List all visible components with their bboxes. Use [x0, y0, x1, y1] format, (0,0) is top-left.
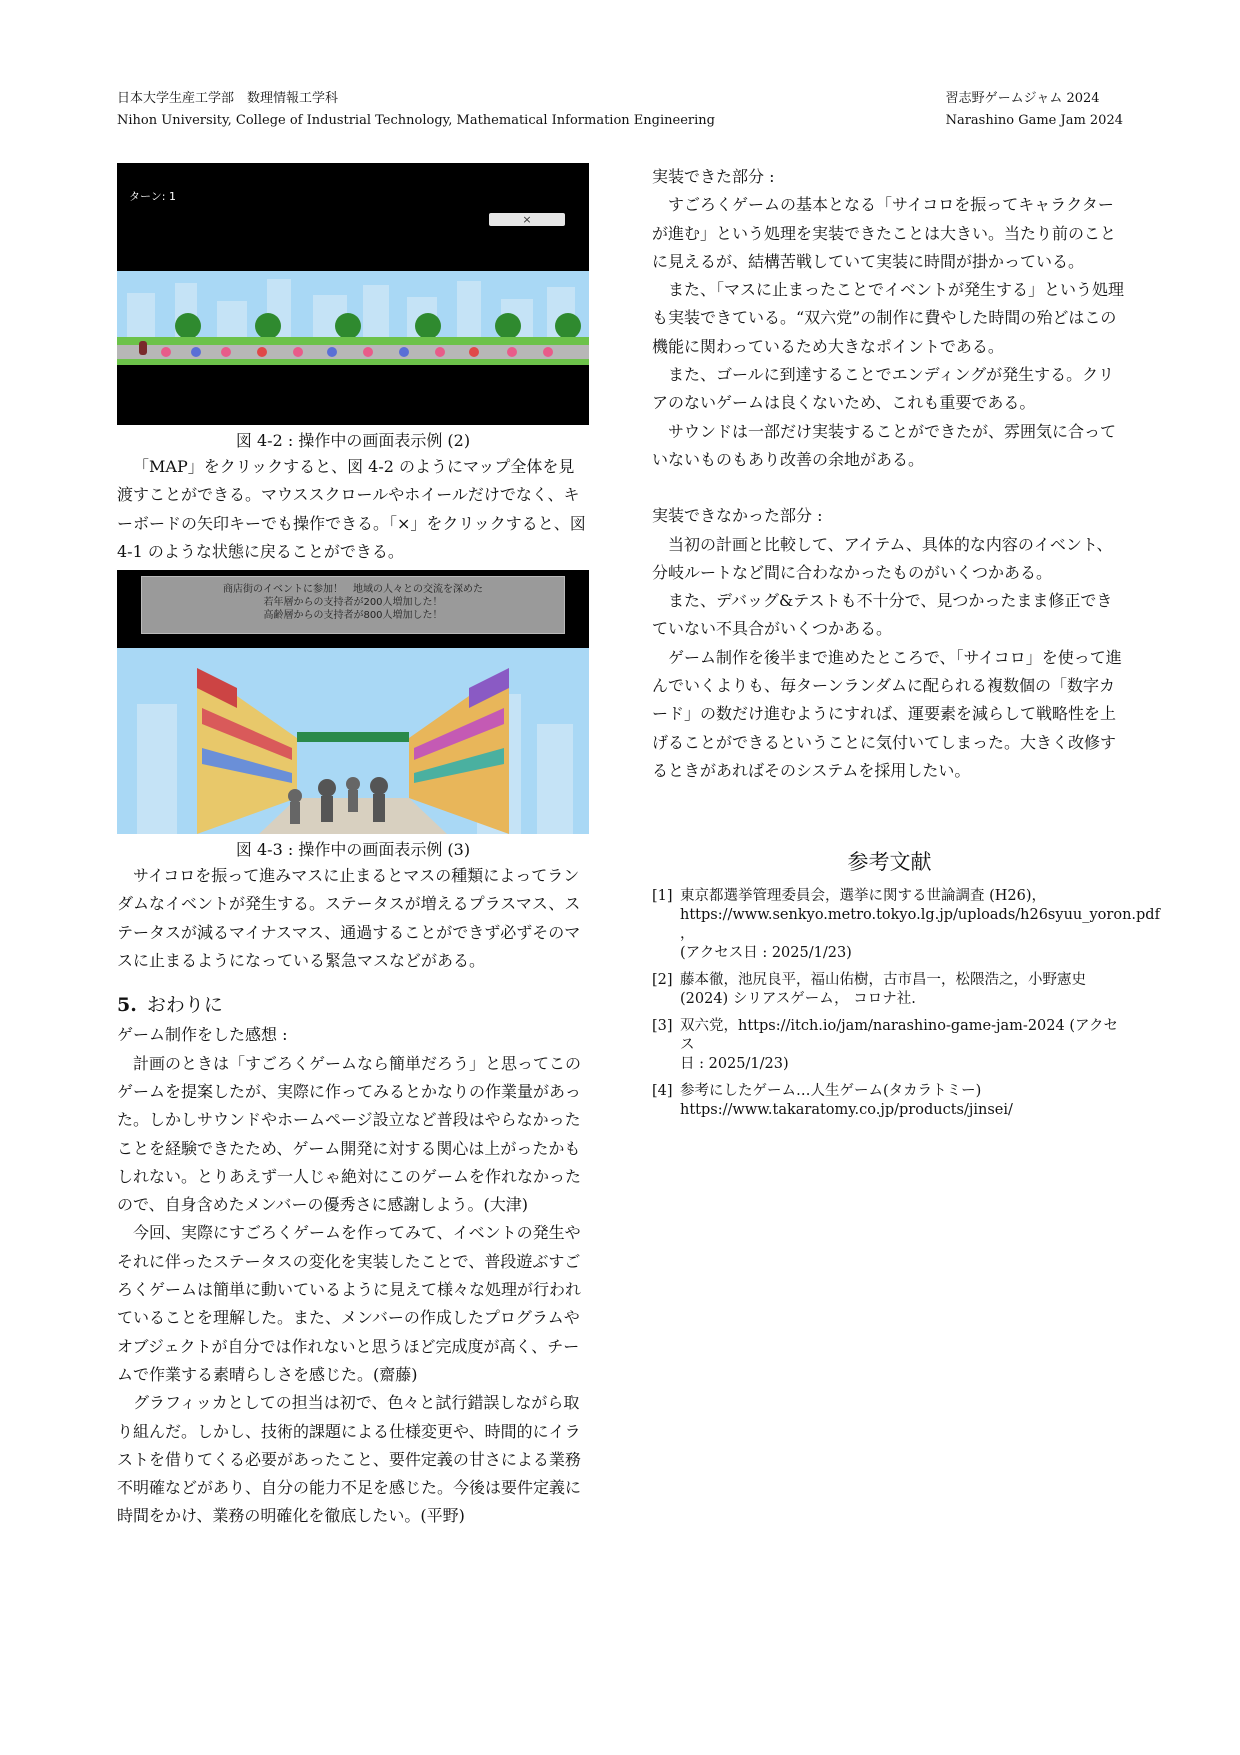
header-event-ja: 習志野ゲームジャム 2024 — [945, 91, 1100, 106]
event-message-line: 若年層からの支持者が200人増加した！ — [263, 597, 443, 609]
reference-number: [4] — [652, 1083, 673, 1100]
implemented-paragraph: また、「マスに止まったことでイベントが発生する」という処理も実装できている。“双六党”の制作に費やした時間の殆どはこの機能に関わっているため大きなポイントである。 — [652, 280, 1125, 356]
tree-icon — [415, 313, 441, 339]
not-implemented-paragraph: また、デバッグ&テストも不十分で、見つかったまま修正できていない不具合がいくつかある。 — [652, 591, 1113, 639]
turn-counter: ターン: 1 — [129, 190, 176, 203]
minus-tile-icon — [327, 347, 337, 357]
impression-paragraph: 計画のときは「すごろくゲームなら簡単だろう」と思ってこのゲームを提案したが、実際に作ってみるとかなりの作業量があった。しかしサウンドやホームページ設立など普段はやらなかったことを経験できたため、ゲーム開発に対する関心は上がったかもしれない。とりあえず一人じゃ絶対にこのゲームを作れなかったので、自身含めたメンバーの優秀さに感謝しよう。(大津) — [117, 1053, 582, 1215]
impressions-label: ゲーム制作をした感想 : — [117, 1025, 288, 1045]
section-heading — [117, 989, 589, 1021]
plus-tile-icon — [543, 347, 553, 357]
not-implemented-paragraph: 当初の計画と比較して、アイテム、具体的な内容のイベント、分岐ルートなど間に合わなかったものがいくつかある。 — [652, 534, 1113, 582]
page-header-right — [946, 88, 1123, 132]
reference-text: 日 : 2025/1/23) — [680, 1056, 789, 1073]
reference-link[interactable]: https://www.takaratomy.co.jp/products/jinsei/ — [680, 1102, 1013, 1119]
header-event-en: Narashino Game Jam 2024 — [945, 113, 1123, 128]
figure-4-3-caption: 図 4-3 : 操作中の画面表示例 (3) — [235, 840, 471, 860]
reference-item — [652, 1017, 1127, 1074]
tree-icon — [335, 313, 361, 339]
right-column — [652, 163, 1160, 1128]
reference-number: [1] — [652, 888, 673, 905]
figure-4-3-screenshot — [117, 570, 589, 834]
section-number: 5. — [117, 994, 137, 1017]
shopping-street-illustration — [117, 648, 589, 834]
tree-icon — [175, 313, 201, 339]
tree-icon — [495, 313, 521, 339]
references-heading: 参考文献 — [847, 850, 932, 875]
plus-tile-icon — [293, 347, 303, 357]
paragraph-event-description: サイコロを振って進みマスに止まるとマスの種類によってランダムなイベントが発生する。ステータスが増えるプラスマス、ステータスが減るマイナスマス、通過することができず必ずそのマスに止まるようになっている緊急マスなどがある。 — [117, 866, 581, 971]
plus-tile-icon — [435, 347, 445, 357]
section-title: おわりに — [146, 994, 223, 1017]
figure-4-2-screenshot — [117, 163, 589, 425]
map-grass — [117, 337, 589, 345]
reference-text: (アクセス日 : 2025/1/23) — [680, 945, 852, 962]
reference-text: 参考にしたゲーム…人生ゲーム(タカラトミー) — [680, 1083, 982, 1100]
reference-number: [2] — [652, 972, 673, 989]
reference-link[interactable]: https://www.senkyo.metro.tokyo.lg.jp/uploads/h26syuu_yoron.pdf ， — [680, 907, 1160, 943]
reference-item — [652, 1082, 1127, 1120]
event-message-line: 高齢層からの支持者が800人増加した！ — [263, 610, 443, 622]
close-map-button[interactable]: × — [489, 213, 565, 226]
not-implemented-label: 実装できなかった部分 : — [652, 506, 823, 526]
page-header-left — [117, 88, 715, 132]
minus-tile-icon — [399, 347, 409, 357]
paragraph-map-description: 「MAP」をクリックすると、図 4-2 のようにマップ全体を見渡すことができる。マウススクロールやホイールだけでなく、キーボードの矢印キーでも操作できる。「×」をクリックすると、図 4-1 のような状態に戻ることができる。 — [117, 457, 586, 561]
emergency-tile-icon — [469, 347, 479, 357]
implemented-paragraph: また、ゴールに到達することでエンディングが発生する。クリアのないゲームは良くないため、これも重要である。 — [652, 365, 1115, 413]
reference-text: 東京都選挙管理委員会，選挙に関する世論調査 (H26)， — [680, 888, 1047, 905]
tree-icon — [555, 313, 581, 339]
plus-tile-icon — [507, 347, 517, 357]
tree-icon — [255, 313, 281, 339]
plus-tile-icon — [363, 347, 373, 357]
references-list — [652, 887, 1160, 1120]
event-message-line: 商店街のイベントに参加！ 地域の人々との交流を深めた — [223, 584, 483, 596]
header-affiliation-en: Nihon University, College of Industrial Technology, Mathematical Information Engineering — [117, 113, 715, 128]
header-affiliation-ja: 日本大学生産工学部 数理情報工学科 — [117, 91, 339, 106]
reference-item — [652, 971, 1127, 1009]
left-column — [117, 163, 589, 1531]
not-implemented-paragraph: ゲーム制作を後半まで進めたところで、「サイコロ」を使って進んでいくよりも、毎ターンランダムに配られる複数個の「数字カード」の数だけ進むようにすれば、運要素を減らして戦略性を上げることができるということに気付いてしまった。大きく改修するときがあればそのシステムを採用したい。 — [652, 647, 1122, 780]
plus-tile-icon — [161, 347, 171, 357]
player-character-icon — [139, 341, 147, 355]
event-message-box — [141, 576, 565, 634]
impression-paragraph: 今回、実際にすごろくゲームを作ってみて、イベントの発生やそれに伴ったステータスの変化を実装したことで、普段遊ぶすごろくゲームは簡単に動いているように見えて様々な処理が行われていることを理解した。また、メンバーの作成したプログラムやオブジェクトが自分では作れないと思うほど完成度が高く、チームで作業する素晴らしさを感じた。(齋藤) — [117, 1223, 582, 1384]
reference-text: (2024) シリアスゲーム， コロナ社. — [680, 991, 916, 1008]
emergency-tile-icon — [257, 347, 267, 357]
figure-4-2-caption: 図 4-2 : 操作中の画面表示例 (2) — [235, 431, 471, 450]
reference-number: [3] — [652, 1018, 673, 1035]
impression-paragraph: グラフィッカとしての担当は初で、色々と試行錯誤しながら取り組んだ。しかし、技術的課題による仕様変更や、時間的にイラストを借りてくる必要があったこと、要件定義の甘さによる業務不明確などがあり、自分の能力不足を感じた。今後は要件定義に時間をかけ、業務の明確化を徹底したい。(平野) — [117, 1393, 582, 1526]
minus-tile-icon — [191, 347, 201, 357]
implemented-label: 実装できた部分 : — [652, 167, 775, 186]
reference-link[interactable]: 双六党，https://itch.io/jam/narashino-game-jam-2024 (アクセス — [680, 1018, 1119, 1054]
reference-item — [652, 887, 1160, 963]
map-road — [117, 345, 589, 359]
reference-text: 藤本徹，池尻良平，福山佑樹，古市昌一，松隈浩之，小野憲史 — [680, 972, 1086, 989]
implemented-paragraph: すごろくゲームの基本となる「サイコロを振ってキャラクターが進む」という処理を実装できたことは大きい。当たり前のことに見えるが、結構苦戦していて実装に時間が掛かっている。 — [652, 195, 1117, 271]
implemented-paragraph: サウンドは一部だけ実装することができたが、雰囲気に合っていないものもあり改善の余地がある。 — [652, 421, 1117, 469]
plus-tile-icon — [221, 347, 231, 357]
